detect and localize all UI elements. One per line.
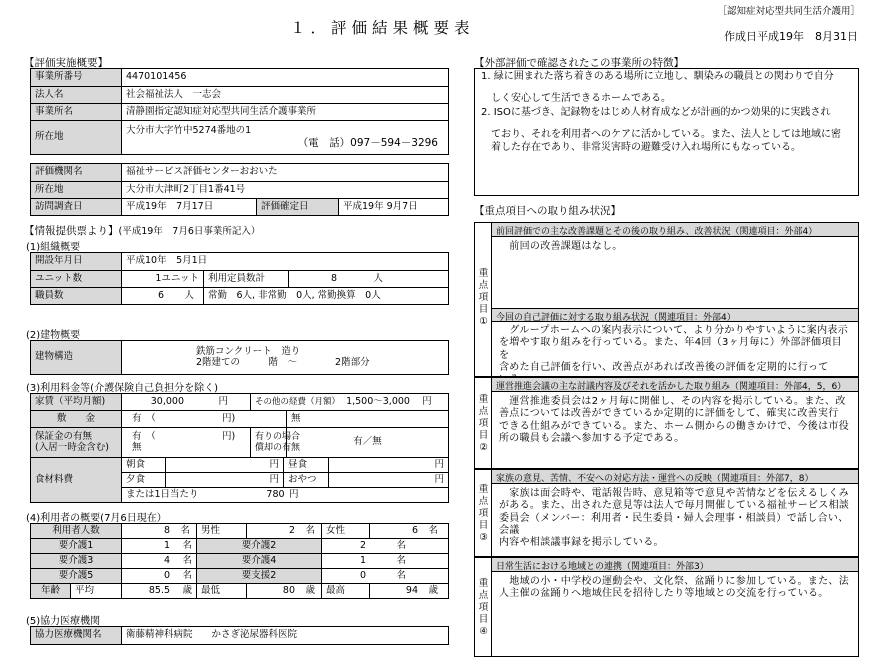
building-heading: (2)建物概要: [26, 330, 81, 341]
care3-unit: 名: [182, 554, 193, 566]
office-no-label: 事業所番号: [31, 69, 122, 87]
org-table: [30, 252, 449, 305]
total-label: 利用者人数: [31, 524, 122, 539]
fees-table: [30, 393, 449, 458]
lunch-label: 昼食: [284, 458, 329, 473]
eval-addr-label: 所在地: [31, 182, 122, 199]
refund-sublabel: 償却の有無: [255, 442, 301, 453]
block2-line-4: 所の職員も会議へ参加する予定である。: [499, 432, 685, 444]
block1b-line-1: グループホームへの案内表示について、より分かりやすいように案内表示: [499, 325, 848, 336]
male-cell: [247, 524, 322, 539]
rent-yen: 円: [218, 395, 228, 407]
address: 大分市大字竹中5274番地の1: [126, 125, 252, 136]
priority-item-3-label: 重点項目③: [478, 484, 489, 543]
info-heading: [24, 223, 260, 238]
block1a-line-1: 前回の改善課題はなし。: [499, 241, 623, 252]
dinner-yen: 円: [166, 473, 284, 488]
form-type-tag: ［認知症対応型共同生活介護用］: [717, 6, 860, 17]
users-table: [30, 523, 449, 599]
address-label: 所在地: [31, 121, 122, 155]
block3-body: [499, 488, 850, 549]
male-label: 男性: [197, 524, 247, 539]
other-cell: [251, 394, 449, 411]
implementation-heading: 【評価実施概要】: [24, 57, 108, 69]
block2-body: [499, 396, 850, 445]
avg-age: 85.5: [148, 584, 171, 596]
care4: 1: [359, 554, 367, 566]
rent: 30,000: [150, 395, 184, 407]
features-box: [474, 68, 859, 196]
care3-cell: [122, 554, 197, 569]
block3-title: 家族の意見、苦情、不安への対応方法・運営への反映（関連項目：外部7，8）: [492, 470, 858, 484]
refund-label-cell: [251, 428, 301, 458]
max-age: 94: [405, 584, 419, 596]
guarantee-label: 保証金の有無: [35, 430, 93, 442]
units-label: ユニット数: [31, 271, 122, 288]
care5-unit: 名: [182, 569, 193, 581]
fees-heading: (3)利用料金等(介護保険自己負担分を除く): [26, 383, 218, 394]
block2-line-1: 運営推進委員会は2ヶ月毎に開催し、その内容を掲示している。また、改: [499, 396, 846, 407]
users-heading: (4)利用者の概要(7月6日現在）: [26, 513, 167, 524]
building-floors: 2階建ての 階 ～ 2階部分: [196, 356, 370, 368]
min-cell: [247, 584, 322, 599]
support2-cell: [322, 569, 449, 584]
eval-org: 福祉サービス評価センターおおいた: [122, 164, 449, 182]
office-no: 4470101456: [122, 69, 449, 87]
staff-label: 職員数: [31, 288, 122, 305]
eval-org-label: 評価機関名: [31, 164, 122, 182]
deposit-has: 有 （: [132, 412, 156, 424]
features-heading: 【外部評価で確認されたこの事業所の特徴】: [474, 57, 684, 69]
refund-label: 有りの場合: [255, 432, 301, 443]
info-note: (平成19年 7月6日事業所記入）: [118, 226, 261, 237]
care1: 1: [163, 539, 171, 551]
phone: （電 話）097－594－3296: [297, 136, 438, 149]
block3-line-2: がある。また、出された意見等は法人で毎月開催している福祉サービス相談: [499, 500, 850, 512]
confirm-date: 平成19年 9月7日: [339, 199, 449, 216]
total: 8: [163, 524, 171, 536]
feature-line-3: 2. ISOに基づき、記録物をはじめ人材育成などが計画的かつ効果的に実践され: [481, 107, 831, 118]
other-label: その他の経費（月額）: [255, 396, 341, 407]
refund-value: 有／無: [287, 428, 449, 458]
dinner-label: 夕食: [122, 473, 166, 488]
max-unit: 歳: [428, 584, 439, 596]
staff-count: 6: [157, 289, 164, 301]
breakfast-yen: 円: [166, 458, 284, 473]
snack-yen: 円: [329, 473, 449, 488]
creation-date: 作成日平成19年 8月31日: [724, 30, 858, 43]
avg-label: 平均: [71, 584, 122, 599]
daily-value: 780: [266, 488, 285, 500]
office-name: 清静園指定認知症対応型共同生活介護事業所: [122, 104, 449, 121]
priority-item-2: [474, 377, 859, 469]
min-age: 80: [282, 584, 296, 596]
priority-item-2-label-cell: [475, 378, 492, 468]
start-date: 平成10年 5月1日: [122, 253, 449, 271]
max-label: 最高: [322, 584, 370, 599]
block2-line-3: できる仕組みができている。また、ホーム側からの働きかけで、今後は市役: [499, 420, 849, 432]
min-label: 最低: [197, 584, 247, 599]
block4-line-1: 地域の小・中学校の運動会や、文化祭、盆踊りに参加している。また、法: [499, 576, 849, 587]
visit-label: 訪問調査日: [31, 199, 122, 216]
care4-cell: [322, 554, 449, 569]
block2-title: 運営推進会議の主な討議内容及びそれを活かした取り組み（関連項目：外部4，5，6）: [492, 378, 858, 392]
guarantee-cell: [122, 428, 251, 458]
block1b-title: 今回の自己評価に対する取り組み状況（関連項目：外部4）: [492, 308, 858, 322]
female-label: 女性: [322, 524, 370, 539]
priority-item-3-label-cell: [475, 470, 492, 556]
snack-label: おやつ: [284, 473, 329, 488]
feature-line-2: しく安心して生活できるホームである。: [481, 93, 671, 104]
total-unit: 名: [180, 524, 191, 536]
deposit-cell: [122, 411, 287, 428]
block3-line-3: 委員会（メンバー：利用者・民生委員・婦人会理事・相談員）で話し合い、会議: [499, 512, 849, 536]
block4-line-2: 人主催の盆踊りへ地域住民を招待したり等地域との交流を行っている。: [499, 588, 829, 600]
building-structure: 鉄筋コンクリート 造り: [196, 345, 301, 357]
care2-label: 要介護2: [197, 539, 322, 554]
medical-label: 協力医療機関名: [31, 627, 122, 645]
feature-line-1: 1. 緑に囲まれた落ち着きのある場所に立地し、馴染みの職員との関わりで自分: [481, 71, 834, 82]
priority-heading: 【重点項目への取り組み状況】: [474, 205, 621, 217]
start-label: 開設年月日: [31, 253, 122, 271]
care1-cell: [122, 539, 197, 554]
capacity-cell: [289, 271, 449, 288]
corp-label: 法人名: [31, 87, 122, 104]
block1a-body: [499, 241, 850, 253]
other-fee: 1,500～3,000: [346, 395, 410, 407]
priority-item-4: [474, 557, 859, 657]
building-label: 建物構造: [31, 341, 122, 375]
office-label: 事業所名: [31, 104, 122, 121]
org-heading: (1)組織概要: [26, 242, 81, 253]
care3-label: 要介護3: [31, 554, 122, 569]
eval-addr: 大分市大津町2丁目1番41号: [122, 182, 449, 199]
priority-item-4-label: 重点項目④: [478, 578, 489, 637]
corp-name: 社会福祉法人 一志会: [122, 87, 449, 104]
capacity-label: 利用定員数計: [204, 271, 289, 288]
deposit-label: 敷 金: [31, 411, 122, 428]
care5: 0: [163, 569, 171, 581]
block4-body: [499, 576, 850, 601]
guarantee-sublabel: (入居一時金含む): [35, 441, 109, 453]
daily-cell: [122, 488, 449, 503]
age-label: 年齢: [31, 584, 71, 599]
priority-item-1: [474, 222, 859, 377]
breakfast-label: 朝食: [122, 458, 166, 473]
priority-item-2-label: 重点項目②: [478, 394, 489, 453]
rent-label: 家賃（平均月額): [31, 394, 122, 411]
confirm-label: 評価確定日: [257, 199, 339, 216]
care4-label: 要介護4: [197, 554, 322, 569]
staff-unit: 人: [184, 289, 194, 301]
priority-item-4-label-cell: [475, 558, 492, 656]
building-table: [30, 340, 449, 375]
total-cell: [122, 524, 197, 539]
female: 6: [411, 524, 419, 536]
priority-item-1-label: 重点項目①: [478, 268, 489, 327]
care4-unit: 名: [396, 554, 407, 566]
staff-breakdown: 常勤 6人, 非常勤 0人, 常勤換算 0人: [204, 288, 449, 305]
female-unit: 名: [428, 524, 439, 536]
block3-line-4: 内容や相談議事録を掲示している。: [499, 537, 664, 549]
food-label: 食材料費: [31, 458, 122, 503]
max-cell: [370, 584, 449, 599]
male: 2: [288, 524, 296, 536]
block2-line-2: 善点については改善ができているか定期的に評価をして、確実に改善実行: [499, 408, 839, 420]
care1-unit: 名: [182, 539, 193, 551]
feature-line-5: 着した存在であり、非常災害時の避難受け入れ場所にもなっている。: [481, 142, 801, 153]
medical-table: [30, 626, 449, 645]
daily-yen: 円: [289, 488, 299, 500]
support2-label: 要支援2: [197, 569, 322, 584]
eval-org-table: [30, 163, 449, 216]
male-unit: 名: [305, 524, 316, 536]
priority-item-3: [474, 469, 859, 557]
guarantee-label-cell: [31, 428, 122, 458]
care3: 4: [163, 554, 171, 566]
capacity-unit: 人: [373, 272, 383, 284]
block1b-line-2: を増やす取り組みを行っている。また、年4回（3ヶ月毎に）外部評価項目を: [499, 337, 842, 361]
care2: 2: [359, 539, 367, 551]
care1-label: 要介護1: [31, 539, 122, 554]
implementation-table: [30, 68, 449, 155]
block3-line-1: 家族は面会時や、電話報告時、意見箱等で意見や苦情などを伝えるしくみ: [499, 488, 849, 499]
lunch-yen: 円: [329, 458, 449, 473]
block1b-line-3: 含めた自己評価を行い、改善点があれば改善後の評価を定期的に行って: [499, 361, 829, 373]
avg-unit: 歳: [182, 584, 193, 596]
feature-line-4: ており、それを利用者へのケアに活かしている。また、法人としては地域に密: [481, 129, 841, 140]
support2-unit: 名: [396, 569, 407, 581]
staff-cell: [122, 288, 204, 305]
block4-title: 日常生活における地域との連携（関連項目：外部3）: [492, 558, 858, 572]
care2-unit: 名: [396, 539, 407, 551]
female-cell: [370, 524, 449, 539]
daily-label: または1日当たり: [126, 488, 199, 500]
page-title: １．評価結果概要表: [290, 19, 475, 37]
care2-cell: [322, 539, 449, 554]
deposit-yen: 円): [222, 412, 236, 424]
address-cell: [122, 121, 449, 155]
medical-value: 衛藤精神科病院 かさぎ泌尿器科医院: [122, 627, 449, 645]
deposit-none: 無: [287, 411, 449, 428]
care5-label: 要介護5: [31, 569, 122, 584]
guarantee-none: 無: [132, 441, 142, 453]
care5-cell: [122, 569, 197, 584]
capacity: 8: [330, 272, 337, 284]
food-table: [30, 457, 449, 503]
medical-heading: (5)協力医療機関: [26, 616, 101, 627]
block1a-title: 前回評価での主な改善課題とその後の取り組み、改善状況（関連項目：外部4）: [492, 223, 858, 237]
guarantee-yen: 円): [222, 430, 236, 442]
info-heading-title: 【情報提供票より】: [24, 225, 119, 237]
avg-cell: [122, 584, 197, 599]
building-cell: [122, 341, 449, 375]
guarantee-has: 有 （: [132, 430, 156, 442]
other-yen: 円: [422, 395, 432, 407]
units: 1ユニット: [122, 271, 204, 288]
min-unit: 歳: [305, 584, 316, 596]
rent-cell: [122, 394, 251, 411]
visit-date: 平成19年 7月17日: [122, 199, 257, 216]
priority-item-1-label-cell: [475, 223, 492, 376]
support2: 0: [359, 569, 367, 581]
